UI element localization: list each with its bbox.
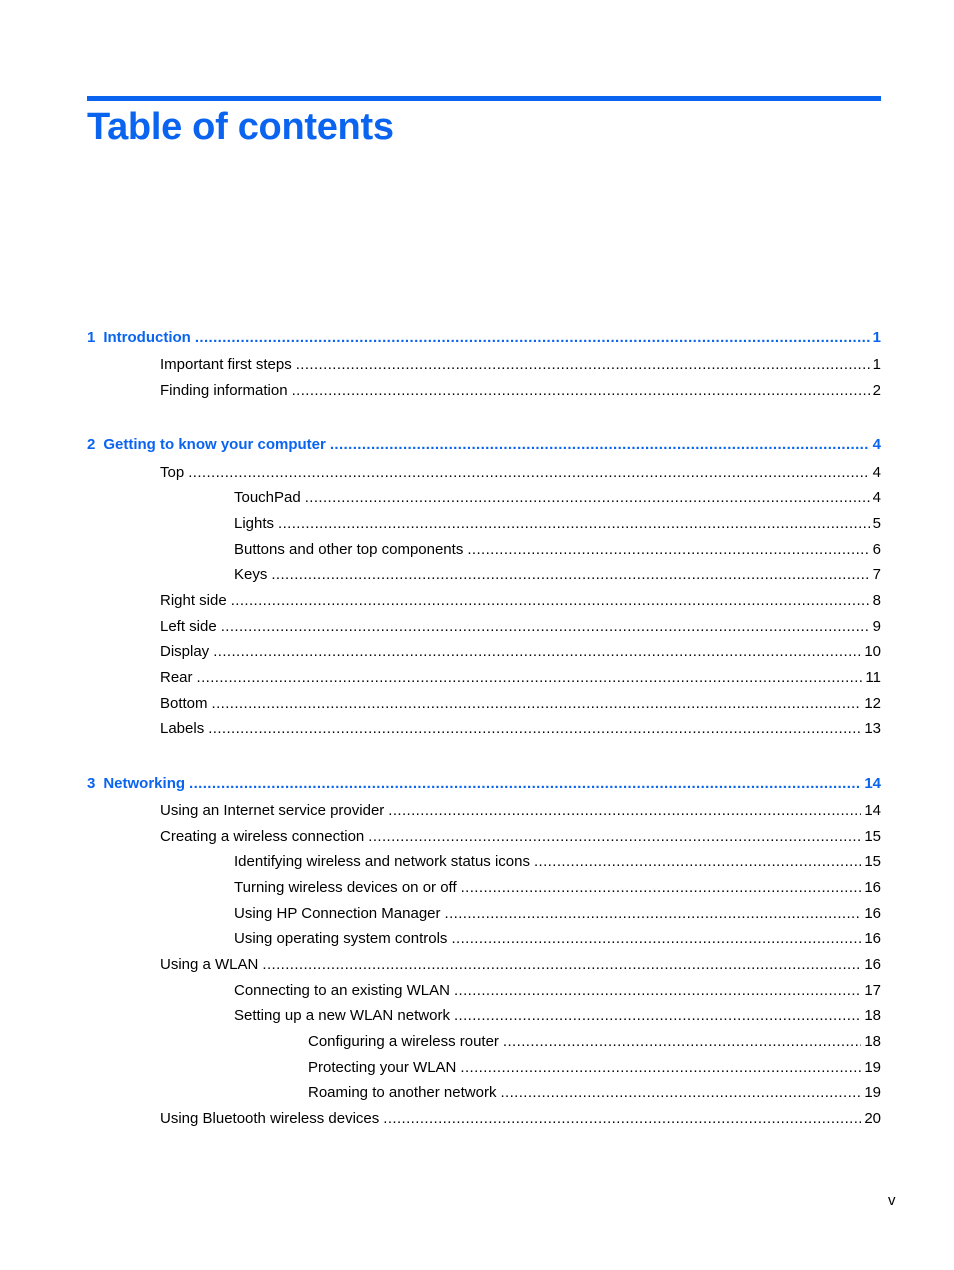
- toc-entry-label: Important first steps: [160, 356, 292, 373]
- dot-leader: [445, 904, 862, 924]
- dot-leader: [534, 852, 861, 872]
- toc-chapter-number: 2: [87, 436, 96, 453]
- toc-entry-label: Display: [160, 643, 210, 660]
- dot-leader: [231, 591, 870, 611]
- toc-page-number: 1: [872, 329, 881, 346]
- toc-entry-label: Left side: [160, 618, 217, 635]
- dot-leader: [221, 617, 870, 637]
- toc-entry-label: Networking: [103, 775, 186, 792]
- toc-entry-label: TouchPad: [234, 489, 301, 506]
- toc-page-number: 4: [872, 464, 881, 481]
- dot-leader: [189, 774, 861, 794]
- toc-page-number: 6: [872, 541, 881, 558]
- toc-page-number: 12: [864, 695, 881, 712]
- toc-page-number: 9: [872, 618, 881, 635]
- toc-entry[interactable]: [234, 929, 881, 949]
- dot-leader: [467, 540, 869, 560]
- dot-leader: [197, 668, 863, 688]
- toc-page-number: 8: [872, 592, 881, 609]
- toc-entry-label: Right side: [160, 592, 227, 609]
- toc-entry[interactable]: [234, 852, 881, 872]
- toc-entry-label: Lights: [234, 515, 275, 532]
- toc-page-number: 14: [864, 775, 881, 792]
- dot-leader: [383, 1109, 861, 1129]
- toc-entry[interactable]: [308, 1058, 881, 1078]
- toc-page-number: 5: [872, 515, 881, 532]
- toc-entry-label: Using an Internet service provider: [160, 802, 385, 819]
- toc-entry-label: Bottom: [160, 695, 208, 712]
- toc-entry[interactable]: [234, 514, 881, 534]
- dot-leader: [454, 981, 861, 1001]
- toc-page-number: 7: [872, 566, 881, 583]
- toc-chapter-number: 1: [87, 329, 96, 346]
- toc-chapter-number: 3: [87, 775, 96, 792]
- toc-entry-label: Using a WLAN: [160, 956, 259, 973]
- toc-page-number: 17: [864, 982, 881, 999]
- toc-entry[interactable]: [160, 668, 881, 688]
- toc-page-number: 19: [864, 1084, 881, 1101]
- toc-entry-label: Using Bluetooth wireless devices: [160, 1110, 380, 1127]
- toc-chapter-entry[interactable]: [87, 328, 881, 348]
- toc-entry[interactable]: [160, 591, 881, 611]
- dot-leader: [500, 1083, 861, 1103]
- dot-leader: [460, 1058, 861, 1078]
- page-folio: v: [888, 1192, 896, 1209]
- toc-entry[interactable]: [160, 381, 881, 401]
- dot-leader: [305, 488, 870, 508]
- toc-entry-label: Buttons and other top components: [234, 541, 464, 558]
- toc-entry-label: Connecting to an existing WLAN: [234, 982, 450, 999]
- toc-page-number: 4: [872, 489, 881, 506]
- toc-entry[interactable]: [308, 1083, 881, 1103]
- toc-entry-label: Getting to know your computer: [103, 436, 326, 453]
- dot-leader: [208, 719, 861, 739]
- toc-entry-label: Introduction: [103, 329, 191, 346]
- toc-page-number: 13: [864, 720, 881, 737]
- dot-leader: [388, 801, 861, 821]
- dot-leader: [195, 328, 870, 348]
- dot-leader: [368, 827, 861, 847]
- toc-page-number: 1: [872, 356, 881, 373]
- toc-page-number: 16: [864, 879, 881, 896]
- dot-leader: [296, 355, 870, 375]
- dot-leader: [262, 955, 861, 975]
- toc-entry[interactable]: [234, 565, 881, 585]
- toc-page-number: 11: [865, 669, 881, 686]
- toc-chapter-entry[interactable]: [87, 774, 881, 794]
- toc-entry[interactable]: [160, 355, 881, 375]
- toc-entry-label: Top: [160, 464, 185, 481]
- toc-entry-label: Using operating system controls: [234, 930, 448, 947]
- dot-leader: [188, 463, 869, 483]
- toc-page-number: 18: [864, 1007, 881, 1024]
- toc-entry[interactable]: [160, 719, 881, 739]
- dot-leader: [451, 929, 861, 949]
- toc-entry[interactable]: [234, 1006, 881, 1026]
- dot-leader: [213, 642, 861, 662]
- toc-entry[interactable]: [234, 540, 881, 560]
- toc-entry-label: Turning wireless devices on or off: [234, 879, 457, 896]
- toc-page-number: 16: [864, 930, 881, 947]
- dot-leader: [454, 1006, 861, 1026]
- dot-leader: [503, 1032, 861, 1052]
- toc-page-number: 4: [872, 436, 881, 453]
- toc-page-number: 15: [864, 828, 881, 845]
- toc-entry[interactable]: [160, 642, 881, 662]
- toc-page-number: 19: [864, 1059, 881, 1076]
- toc-entry[interactable]: [234, 878, 881, 898]
- toc-page-number: 16: [864, 905, 881, 922]
- toc-page-number: 16: [864, 956, 881, 973]
- toc-page-number: 18: [864, 1033, 881, 1050]
- toc-entry[interactable]: [160, 955, 881, 975]
- dot-leader: [461, 878, 862, 898]
- toc-entry[interactable]: [160, 827, 881, 847]
- toc-entry[interactable]: [308, 1032, 881, 1052]
- dot-leader: [292, 381, 870, 401]
- toc-page-number: 20: [864, 1110, 881, 1127]
- toc-page-number: 15: [864, 853, 881, 870]
- dot-leader: [278, 514, 870, 534]
- toc-entry-label: Identifying wireless and network status icons: [234, 853, 530, 870]
- toc-entry-label: Keys: [234, 566, 268, 583]
- dot-leader: [271, 565, 869, 585]
- toc-entry-label: Roaming to another network: [308, 1084, 497, 1101]
- toc-entry-label: Labels: [160, 720, 205, 737]
- toc-entry-label: Configuring a wireless router: [308, 1033, 499, 1050]
- toc-entry[interactable]: [160, 617, 881, 637]
- toc-entry[interactable]: [234, 488, 881, 508]
- dot-leader: [330, 435, 870, 455]
- toc-entry-label: Using HP Connection Manager: [234, 905, 441, 922]
- dot-leader: [212, 694, 862, 714]
- toc-entry[interactable]: [160, 463, 881, 483]
- toc-entry-label: Finding information: [160, 382, 288, 399]
- toc-entry-label: Setting up a new WLAN network: [234, 1007, 450, 1024]
- toc-entry-label: Rear: [160, 669, 193, 686]
- toc-entry[interactable]: [234, 981, 881, 1001]
- toc-page-number: 10: [864, 643, 881, 660]
- toc-page-number: 2: [872, 382, 881, 399]
- toc-entry[interactable]: [160, 1109, 881, 1129]
- toc-page-number: 14: [864, 802, 881, 819]
- toc-entry[interactable]: [160, 694, 881, 714]
- toc-entry-label: Protecting your WLAN: [308, 1059, 457, 1076]
- toc-chapter-entry[interactable]: [87, 435, 881, 455]
- toc-entry[interactable]: [234, 904, 881, 924]
- toc-entry[interactable]: [160, 801, 881, 821]
- toc-entry-label: Creating a wireless connection: [160, 828, 365, 845]
- page-title: Table of contents: [87, 106, 394, 148]
